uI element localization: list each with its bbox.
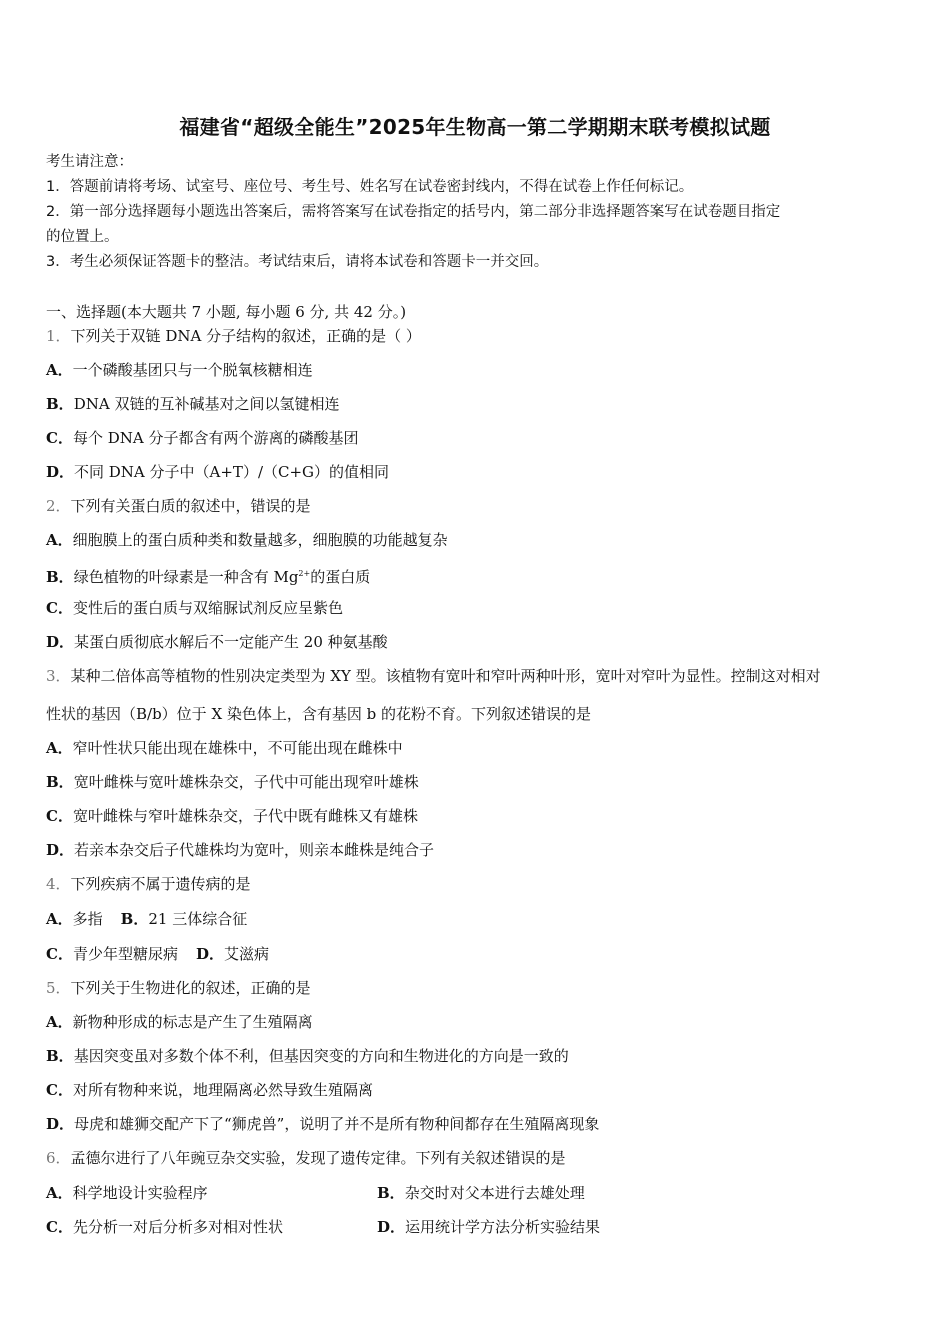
option-text: 宽叶雌株与窄叶雄株杂交，子代中既有雌株又有雄株 xyxy=(72,807,418,825)
option-text: 科学地设计实验程序 xyxy=(72,1184,208,1202)
q2-option-d xyxy=(46,632,388,652)
option-letter: B． xyxy=(46,568,74,586)
notice-item-2-cont: 的位置上。 xyxy=(46,229,119,245)
q4-options-cd xyxy=(46,944,269,964)
option-text: 青少年型糖尿病 xyxy=(72,945,178,963)
option-text: DNA 双链的互补碱基对之间以氢键相连 xyxy=(73,395,340,413)
question-2 xyxy=(46,496,311,516)
question-number: 1． xyxy=(46,327,71,345)
question-4 xyxy=(46,874,251,894)
option-letter: C． xyxy=(46,599,73,617)
question-stem: 下列关于双链 DNA 分子结构的叙述，正确的是（ ） xyxy=(70,327,421,345)
option-letter: B． xyxy=(120,910,149,928)
option-letter: A． xyxy=(46,361,73,379)
section-heading: 一、选择题(本大题共 7 小题, 每小题 6 分, 共 42 分。) xyxy=(46,303,407,321)
option-letter: A． xyxy=(46,1184,73,1202)
question-stem: 下列有关蛋白质的叙述中，错误的是 xyxy=(70,497,311,515)
q1-option-c xyxy=(46,428,358,448)
question-3 xyxy=(46,666,821,686)
q3-option-d xyxy=(46,840,434,860)
question-6 xyxy=(46,1148,566,1168)
option-letter: D． xyxy=(46,841,75,859)
q2-option-b xyxy=(46,564,370,587)
option-text: 基因突变虽对多数个体不利，但基因突变的方向和生物进化的方向是一致的 xyxy=(73,1047,569,1065)
option-text: 杂交时对父本进行去雄处理 xyxy=(404,1184,585,1202)
option-text: 细胞膜上的蛋白质种类和数量越多，细胞膜的功能越复杂 xyxy=(72,531,448,549)
q3-option-b xyxy=(46,772,419,792)
q3-option-a xyxy=(46,738,403,758)
q2-option-a xyxy=(46,530,448,550)
q1-option-d xyxy=(46,462,389,482)
option-text: 先分析一对后分析多对相对性状 xyxy=(72,1218,283,1236)
option-text: 某蛋白质彻底水解后不一定能产生 20 种氨基酸 xyxy=(74,633,388,651)
q1-option-b xyxy=(46,394,339,414)
option-text: 对所有物种来说，地理隔离必然导致生殖隔离 xyxy=(72,1081,373,1099)
q3-option-c xyxy=(46,806,418,826)
option-text: 变性后的蛋白质与双缩脲试剂反应呈紫色 xyxy=(72,599,343,617)
option-text: 新物种形成的标志是产生了生殖隔离 xyxy=(72,1013,313,1031)
q1-option-a xyxy=(46,360,313,380)
option-text-after: 的蛋白质 xyxy=(310,568,371,586)
q5-option-c xyxy=(46,1080,373,1100)
question-number: 2． xyxy=(46,497,71,515)
option-letter: C． xyxy=(46,945,73,963)
question-number: 6． xyxy=(46,1149,71,1167)
option-text: 运用统计学方法分析实验结果 xyxy=(405,1218,601,1236)
question-3-cont: 性状的基因（B/b）位于 X 染色体上，含有基因 b 的花粉不育。下列叙述错误的是 xyxy=(46,705,592,723)
option-text: 若亲本杂交后子代雄株均为宽叶，则亲本雌株是纯合子 xyxy=(74,841,435,859)
option-letter: A． xyxy=(46,739,73,757)
question-5 xyxy=(46,978,311,998)
option-letter: A． xyxy=(46,910,73,928)
q6-option-b xyxy=(377,1183,585,1203)
notice-item-1: 1．答题前请将考场、试室号、座位号、考生号、姓名写在试卷密封线内，不得在试卷上作任何标记。 xyxy=(46,179,694,195)
question-number: 3． xyxy=(46,667,71,685)
q6-option-d xyxy=(377,1217,600,1237)
option-text: 艾滋病 xyxy=(223,945,269,963)
option-text: 窄叶性状只能出现在雄株中，不可能出现在雌株中 xyxy=(72,739,403,757)
q6-option-c xyxy=(46,1217,283,1237)
option-letter: A． xyxy=(46,1013,73,1031)
notice-item-3: 3．考生必须保证答题卡的整洁。考试结束后，请将本试卷和答题卡一并交回。 xyxy=(46,254,549,270)
superscript-charge: 2+ xyxy=(298,569,311,578)
option-text: 多指 xyxy=(72,910,103,928)
question-stem: 下列疾病不属于遗传病的是 xyxy=(70,875,251,893)
question-1 xyxy=(46,326,421,346)
q2-option-c xyxy=(46,598,343,618)
option-letter: B． xyxy=(377,1184,405,1202)
question-number: 5． xyxy=(46,979,71,997)
option-text: 一个磷酸基团只与一个脱氧核糖相连 xyxy=(72,361,313,379)
notice-item-2: 2．第一部分选择题每小题选出答案后，需将答案写在试卷指定的括号内，第二部分非选择题答案写在试卷题目指定 xyxy=(46,204,781,220)
q5-option-d xyxy=(46,1114,599,1134)
option-text: 绿色植物的叶绿素是一种含有 Mg xyxy=(73,568,299,586)
option-letter: D． xyxy=(377,1218,406,1236)
option-text: 母虎和雄狮交配产下了“狮虎兽”，说明了并不是所有物种间都存在生殖隔离现象 xyxy=(74,1115,600,1133)
option-letter: C． xyxy=(46,429,73,447)
option-letter: A． xyxy=(46,531,73,549)
option-text: 宽叶雌株与宽叶雄株杂交，子代中可能出现窄叶雄株 xyxy=(73,773,419,791)
q5-option-a xyxy=(46,1012,313,1032)
option-text: 21 三体综合征 xyxy=(148,910,248,928)
option-letter: D． xyxy=(195,945,224,963)
option-letter: C． xyxy=(46,807,73,825)
q4-options-ab xyxy=(46,909,247,929)
option-text: 不同 DNA 分子中（A+T）/（C+G）的值相同 xyxy=(74,463,390,481)
question-stem: 下列关于生物进化的叙述，正确的是 xyxy=(70,979,311,997)
option-text: 每个 DNA 分子都含有两个游离的磷酸基团 xyxy=(72,429,359,447)
option-letter: B． xyxy=(46,395,74,413)
exam-title: 福建省“超级全能生”2025年生物高一第二学期期末联考模拟试题 xyxy=(179,115,771,139)
option-letter: D． xyxy=(46,463,75,481)
question-stem: 孟德尔进行了八年豌豆杂交实验，发现了遗传定律。下列有关叙述错误的是 xyxy=(70,1149,566,1167)
question-number: 4． xyxy=(46,875,71,893)
option-letter: C． xyxy=(46,1081,73,1099)
notice-heading: 考生请注意： xyxy=(46,154,133,170)
question-stem: 某种二倍体高等植物的性别决定类型为 XY 型。该植物有宽叶和窄叶两种叶形，宽叶对窄叶为显性。控制这对相对 xyxy=(70,667,821,685)
option-letter: D． xyxy=(46,1115,75,1133)
option-letter: C． xyxy=(46,1218,73,1236)
option-letter: D． xyxy=(46,633,75,651)
option-letter: B． xyxy=(46,1047,74,1065)
q6-option-a xyxy=(46,1183,208,1203)
q5-option-b xyxy=(46,1046,569,1066)
option-letter: B． xyxy=(46,773,74,791)
